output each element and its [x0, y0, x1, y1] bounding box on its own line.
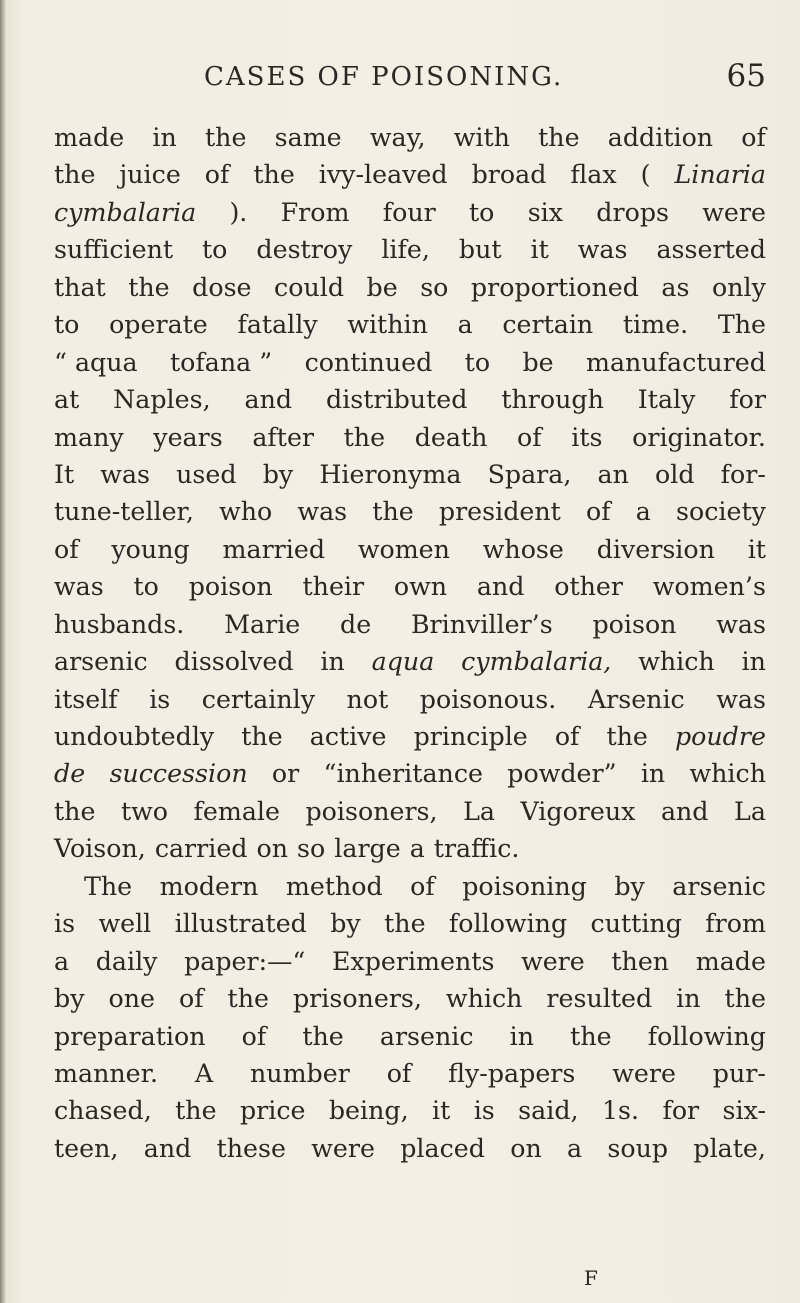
text-line: [54, 755, 766, 792]
word: “ aqua: [54, 347, 138, 377]
signature-mark: F: [584, 1266, 599, 1290]
word: which: [638, 647, 715, 677]
word: fly-papers: [448, 1058, 576, 1088]
word: cymbalaria: [54, 197, 197, 227]
word: to: [469, 197, 495, 227]
word: the: [241, 722, 283, 751]
word: certain: [502, 310, 594, 340]
word: arsenic: [54, 647, 148, 677]
word: and: [476, 572, 525, 602]
word: placed: [400, 1133, 485, 1163]
word: continued: [304, 347, 433, 377]
word: young: [111, 534, 190, 564]
word: married: [222, 534, 326, 564]
word: The: [84, 871, 133, 901]
word: that: [54, 272, 106, 302]
word: asserted: [656, 235, 766, 265]
word: were: [612, 1058, 676, 1088]
word: the: [724, 984, 766, 1014]
word: the: [253, 160, 295, 190]
word: poisonous.: [419, 684, 557, 714]
word: a: [409, 834, 425, 864]
word: from: [705, 909, 766, 939]
word: to: [202, 235, 228, 265]
word: destroy: [256, 235, 353, 265]
running-head: CASES OF POISONING.: [204, 62, 564, 92]
word: broad: [471, 160, 547, 190]
word: was: [297, 497, 348, 527]
word: 1s.: [601, 1096, 640, 1126]
word: carried: [154, 834, 248, 864]
word: From: [280, 197, 350, 227]
word: these: [216, 1133, 286, 1163]
word: used: [176, 459, 237, 489]
word: a: [457, 310, 473, 340]
word: was: [716, 609, 766, 639]
word: with: [453, 123, 510, 152]
word: within: [347, 310, 428, 340]
word: well: [98, 909, 152, 939]
text-line: [54, 306, 766, 343]
word: Arsenic: [587, 684, 685, 714]
word: was: [100, 459, 151, 489]
word: teen,: [54, 1133, 119, 1163]
word: manner.: [54, 1058, 158, 1088]
word: the: [343, 422, 386, 452]
text-line: [54, 269, 766, 306]
word: on: [510, 1133, 542, 1163]
word: active: [309, 722, 387, 751]
word: operate: [109, 310, 208, 340]
word: poudre: [674, 722, 766, 751]
word: or: [271, 759, 300, 789]
word: so: [420, 272, 449, 302]
word: of: [741, 123, 766, 152]
word: female: [193, 796, 280, 826]
word: (: [640, 160, 651, 190]
word: being,: [328, 1096, 409, 1126]
word: arsenic: [672, 871, 766, 901]
word: of: [410, 871, 435, 901]
word: tofana ”: [170, 347, 273, 377]
word: price: [239, 1096, 306, 1126]
text-line: [54, 1130, 766, 1167]
word: the: [606, 722, 648, 751]
word: which: [445, 984, 523, 1014]
word: other: [554, 572, 623, 602]
word: Linaria: [674, 160, 766, 190]
word: Vigoreux: [520, 796, 636, 826]
word: is: [473, 1096, 495, 1126]
word: It: [54, 459, 75, 489]
text-line: [54, 231, 766, 268]
word: for: [729, 385, 766, 415]
word: a: [54, 946, 70, 976]
word: ).: [229, 197, 248, 227]
word: the: [302, 1021, 344, 1051]
word: itself: [54, 684, 118, 714]
word: whose: [482, 534, 564, 564]
word: Naples,: [113, 385, 211, 415]
text-line: [54, 1018, 766, 1055]
word: dose: [192, 272, 252, 302]
word: many: [54, 422, 124, 452]
word: president: [438, 497, 561, 527]
word: in: [640, 759, 666, 789]
page-number: 65: [726, 58, 766, 94]
text-line: [54, 905, 766, 942]
word: addition: [607, 123, 714, 152]
word: women: [357, 534, 450, 564]
word: an: [597, 459, 629, 489]
word: method: [285, 871, 383, 901]
text-line: [54, 456, 766, 493]
text-line: [54, 643, 766, 680]
word: life,: [381, 235, 430, 265]
word: The: [717, 310, 766, 340]
word: paper:—“: [184, 946, 306, 976]
text-line: [54, 868, 766, 905]
text-line: [54, 419, 766, 456]
word: who: [219, 497, 273, 527]
word: fatally: [237, 310, 318, 340]
word: in: [676, 984, 701, 1014]
word: of: [178, 984, 204, 1014]
word: illustrated: [174, 909, 307, 939]
word: four: [382, 197, 436, 227]
text-line: [54, 681, 766, 718]
word: Brinviller’s: [410, 609, 553, 639]
word: flax: [570, 160, 617, 190]
word: but: [458, 235, 502, 265]
word: the: [54, 160, 96, 190]
word: through: [501, 385, 604, 415]
word: of: [54, 534, 79, 564]
word: six: [527, 197, 564, 227]
word: by: [54, 984, 85, 1014]
word: is: [149, 684, 171, 714]
word: were: [521, 946, 585, 976]
word: could: [274, 272, 345, 302]
word: Spara,: [487, 459, 572, 489]
word: the: [54, 796, 96, 826]
word: following: [647, 1021, 766, 1051]
word: at: [54, 385, 80, 415]
word: the: [570, 1021, 612, 1051]
word: the: [205, 123, 247, 152]
word: A: [194, 1058, 214, 1088]
word: were: [311, 1133, 375, 1163]
word: it: [432, 1096, 451, 1126]
word: La: [463, 796, 495, 826]
word: of: [386, 1058, 412, 1088]
word: was: [54, 572, 104, 602]
word: one: [108, 984, 155, 1014]
word: Hieronyma: [319, 459, 462, 489]
word: of: [586, 497, 611, 527]
word: de: [54, 759, 86, 789]
word: made: [54, 123, 125, 152]
word: only: [711, 272, 766, 302]
word: the: [175, 1096, 217, 1126]
word: by: [614, 871, 645, 901]
word: by: [330, 909, 361, 939]
word: succession: [109, 759, 248, 789]
word: women’s: [652, 572, 766, 602]
word: cymbalaria,: [461, 647, 612, 677]
word: its: [571, 422, 603, 452]
word: in: [152, 123, 177, 152]
word: a: [567, 1133, 583, 1163]
text-line: [54, 830, 766, 867]
word: own: [393, 572, 448, 602]
word: said,: [518, 1096, 579, 1126]
text-line: [54, 156, 766, 193]
text-line: [54, 531, 766, 568]
word: of: [204, 160, 230, 190]
word: Marie: [224, 609, 301, 639]
text-line: [54, 1055, 766, 1092]
word: manufactured: [585, 347, 766, 377]
word: years: [153, 422, 223, 452]
word: which: [689, 759, 766, 789]
text-line: [54, 568, 766, 605]
word: preparation: [54, 1021, 206, 1051]
word: diversion: [596, 534, 715, 564]
text-line: [54, 793, 766, 830]
word: to: [54, 310, 80, 340]
word: chased,: [54, 1096, 152, 1126]
text-line: [54, 119, 766, 156]
word: on: [256, 834, 289, 864]
word: six-: [722, 1096, 766, 1126]
word: number: [249, 1058, 350, 1088]
word: principle: [413, 722, 528, 751]
word: made: [695, 946, 766, 976]
word: originator.: [632, 422, 766, 452]
word: same: [274, 123, 342, 152]
word: powder”: [507, 759, 617, 789]
word: society: [676, 497, 766, 527]
word: poison: [592, 609, 677, 639]
word: prisoners,: [292, 984, 422, 1014]
word: their: [302, 572, 365, 602]
text-line: [54, 943, 766, 980]
word: ivy-leaved: [318, 160, 448, 190]
word: death: [414, 422, 488, 452]
word: certainly: [201, 684, 316, 714]
word: the: [128, 272, 170, 302]
word: and: [143, 1133, 192, 1163]
word: is: [54, 909, 76, 939]
word: traffic.: [433, 834, 520, 864]
body-text: [54, 119, 766, 1167]
word: a: [635, 497, 651, 527]
text-line: [54, 194, 766, 231]
word: be: [522, 347, 554, 377]
word: the: [384, 909, 426, 939]
word: poisoning: [462, 871, 587, 901]
word: it: [747, 534, 766, 564]
word: arsenic: [379, 1021, 474, 1051]
word: sufficient: [54, 235, 174, 265]
word: distributed: [326, 385, 468, 415]
word: in: [741, 647, 766, 677]
word: so: [297, 834, 326, 864]
word: Voison,: [54, 834, 146, 864]
word: were: [702, 197, 766, 227]
word: of: [517, 422, 542, 452]
word: resulted: [546, 984, 653, 1014]
word: not: [346, 684, 389, 714]
word: pur-: [712, 1058, 766, 1088]
text-line: [54, 344, 766, 381]
page-header: [54, 58, 766, 102]
word: aqua: [371, 647, 435, 677]
word: way,: [369, 123, 426, 152]
word: two: [120, 796, 168, 826]
word: cutting: [590, 909, 682, 939]
word: of: [241, 1021, 267, 1051]
word: of: [554, 722, 580, 751]
word: the: [372, 497, 414, 527]
word: then: [611, 946, 670, 976]
word: be: [366, 272, 398, 302]
word: in: [320, 647, 345, 677]
word: Experiments: [331, 946, 495, 976]
word: husbands.: [54, 609, 185, 639]
word: “inheritance: [323, 759, 483, 789]
word: old: [655, 459, 695, 489]
word: poison: [188, 572, 273, 602]
word: soup: [607, 1133, 669, 1163]
word: plate,: [693, 1133, 766, 1163]
word: to: [464, 347, 491, 377]
word: as: [661, 272, 690, 302]
word: was: [716, 684, 766, 714]
word: proportioned: [470, 272, 639, 302]
word: dissolved: [174, 647, 294, 677]
word: and: [660, 796, 709, 826]
text-line: [54, 1092, 766, 1129]
word: by: [262, 459, 294, 489]
text-line: [54, 381, 766, 418]
word: to: [133, 572, 159, 602]
word: undoubtedly: [54, 722, 215, 751]
word: and: [244, 385, 293, 415]
word: modern: [159, 871, 259, 901]
word: after: [252, 422, 315, 452]
word: drops: [596, 197, 669, 227]
word: Italy: [637, 385, 696, 415]
word: poisoners,: [305, 796, 438, 826]
word: it: [530, 235, 549, 265]
word: following: [448, 909, 568, 939]
word: for-: [720, 459, 766, 489]
word: was: [577, 235, 628, 265]
word: the: [227, 984, 269, 1014]
text-line: [54, 980, 766, 1017]
text-line: [54, 493, 766, 530]
word: La: [734, 796, 766, 826]
text-line: [54, 718, 766, 755]
text-line: [54, 606, 766, 643]
word: in: [509, 1021, 535, 1051]
word: the: [538, 123, 580, 152]
word: daily: [95, 946, 158, 976]
word: time.: [622, 310, 689, 340]
word: large: [334, 834, 401, 864]
word: for: [662, 1096, 700, 1126]
word: juice: [119, 160, 181, 190]
word: de: [340, 609, 372, 639]
word: tune-teller,: [54, 497, 194, 527]
